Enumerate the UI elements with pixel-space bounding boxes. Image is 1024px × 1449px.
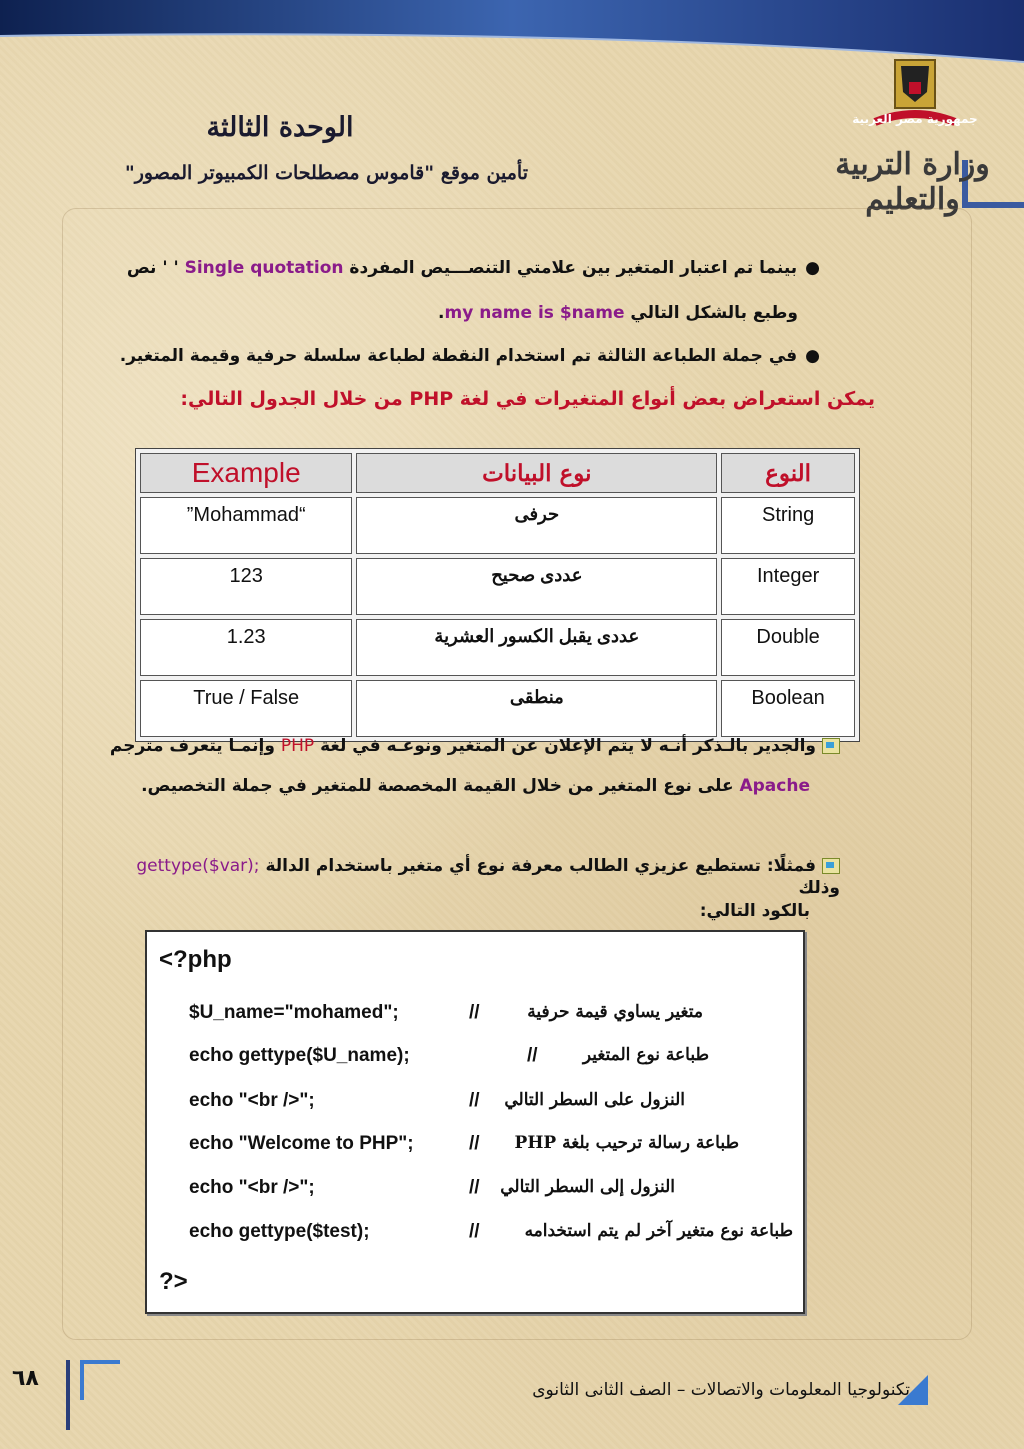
note1-line2 — [90, 775, 810, 797]
cell-data-type: منطقى — [356, 680, 717, 737]
code-line — [147, 1002, 803, 1032]
cell-type: String — [721, 497, 855, 554]
code-line — [147, 1221, 803, 1251]
code-comment: طباعة نوع متغير آخر لم يتم استخدامه — [524, 1221, 793, 1241]
note2-en: gettype($var); — [136, 856, 260, 876]
variable-types-table — [135, 448, 860, 742]
note-icon — [822, 738, 840, 754]
code-comment-marker: // — [469, 1221, 480, 1242]
code-comment: متغير يساوي قيمة حرفية — [527, 1002, 703, 1022]
note1-text-b: وإنمـا يتعرف مترجم — [109, 736, 281, 756]
table-intro-en: PHP — [409, 388, 454, 410]
ministry-name: وزارة التربية والتعليم — [835, 147, 990, 217]
code-line — [147, 1045, 803, 1075]
code-comment: طباعة نوع المتغير — [582, 1045, 709, 1065]
eagle-emblem-icon — [815, 52, 1010, 147]
cell-example: 123 — [140, 558, 352, 615]
php-close-tag: ?> — [159, 1268, 188, 1295]
header-type: النوع — [721, 453, 855, 493]
cell-type: Integer — [721, 558, 855, 615]
note2-line2: بالكود التالي: — [699, 901, 810, 921]
ministry-logo — [815, 52, 1010, 217]
table-header-row — [140, 453, 855, 493]
code-line — [147, 1177, 803, 1207]
code-comment: طباعة رسالة ترحيب بلغة PHP — [514, 1133, 739, 1153]
cell-example: ”Mohammad“ — [140, 497, 352, 554]
logo-banner-text: جمهورية مصر العربية — [852, 112, 978, 126]
cell-data-type: عددى يقبل الكسور العشرية — [356, 619, 717, 676]
cell-type: Boolean — [721, 680, 855, 737]
code-statement: echo gettype($U_name); — [189, 1045, 410, 1066]
bullet1-text-b: ' ' نص — [126, 258, 185, 278]
bullet1-line2 — [90, 302, 820, 324]
bullet-dot-icon: ● — [805, 258, 820, 278]
unit-title: الوحدة الثالثة — [206, 112, 354, 143]
php-code-box — [145, 930, 805, 1314]
cell-example: 1.23 — [140, 619, 352, 676]
note1-en: PHP — [280, 736, 315, 756]
table-intro — [140, 388, 875, 410]
note1-line2-ar: على نوع المتغير من خلال القيمة المخصصة للمتغير في جملة التخصيص. — [141, 776, 740, 796]
unit-subtitle: تأمين موقع "قاموس مصطلحات الكمبيوتر المصور" — [124, 162, 528, 184]
note1-text-a: والجدير بالـذكر أنـه لا يتم الإعلان عن المتغير ونوعـه في لغة — [314, 736, 816, 756]
bullet1-line2-ar: وطبع بالشكل التالي — [624, 303, 798, 323]
note-icon — [822, 858, 840, 874]
code-comment-marker: // — [527, 1045, 538, 1066]
bullet1-line2-end: . — [438, 303, 445, 323]
cell-type: Double — [721, 619, 855, 676]
table-intro-b: من خلال الجدول التالي: — [180, 388, 410, 410]
bullet-print-statement — [90, 345, 820, 367]
bullet1-text-a: بينما تم اعتبار المتغير بين علامتي التنصـــيص المفردة — [343, 258, 798, 278]
table-row — [140, 558, 855, 615]
table-intro-a: يمكن استعراض بعض أنواع المتغيرات في لغة — [453, 388, 875, 410]
code-comment-marker: // — [469, 1133, 480, 1154]
php-open-tag: <?php — [159, 946, 232, 973]
code-line — [147, 1090, 803, 1120]
code-line — [147, 1133, 803, 1163]
code-comment-marker: // — [469, 1177, 480, 1198]
bullet1-line2-en: my name is $name — [444, 303, 625, 323]
bullet2-text: في جملة الطباعة الثالثة تم استخدام النقطة لطباعة سلسلة حرفية وقيمة المتغير. — [119, 346, 798, 366]
bullet-single-quotation — [90, 257, 820, 279]
note2-text-b: وذلك — [798, 878, 840, 898]
table-row — [140, 497, 855, 554]
note1-apache: Apache — [739, 776, 810, 796]
note2-text-a: فمثلًا: تستطيع عزيزي الطالب معرفة نوع أي متغير باستخدام الدالة — [259, 856, 816, 876]
footer-course-title: تكنولوجيا المعلومات والاتصالات – الصف الثانى الثانوى — [532, 1380, 910, 1400]
note-declaration — [90, 735, 840, 757]
page-number: ٦٨ — [12, 1366, 39, 1391]
note-gettype — [90, 855, 840, 899]
code-statement: echo gettype($test); — [189, 1221, 370, 1242]
table-row — [140, 680, 855, 737]
bullet1-en: Single quotation — [184, 258, 344, 278]
code-statement: echo "<br />"; — [189, 1177, 315, 1198]
code-comment-marker: // — [469, 1002, 480, 1023]
table-row — [140, 619, 855, 676]
bullet-dot-icon: ● — [805, 346, 820, 366]
code-comment-marker: // — [469, 1090, 480, 1111]
code-statement: echo "Welcome to PHP"; — [189, 1133, 414, 1154]
cell-data-type: حرفى — [356, 497, 717, 554]
code-comment: النزول على السطر التالي — [504, 1090, 685, 1110]
code-statement: echo "<br />"; — [189, 1090, 315, 1111]
code-statement: $U_name="mohamed"; — [189, 1002, 399, 1023]
header-data-type: نوع البيانات — [356, 453, 717, 493]
footer-corner-left-icon — [80, 1360, 120, 1400]
footer-divider — [66, 1360, 70, 1430]
cell-data-type: عددى صحيح — [356, 558, 717, 615]
header-example: Example — [140, 453, 352, 493]
code-comment: النزول إلى السطر التالي — [500, 1177, 675, 1197]
cell-example: True / False — [140, 680, 352, 737]
